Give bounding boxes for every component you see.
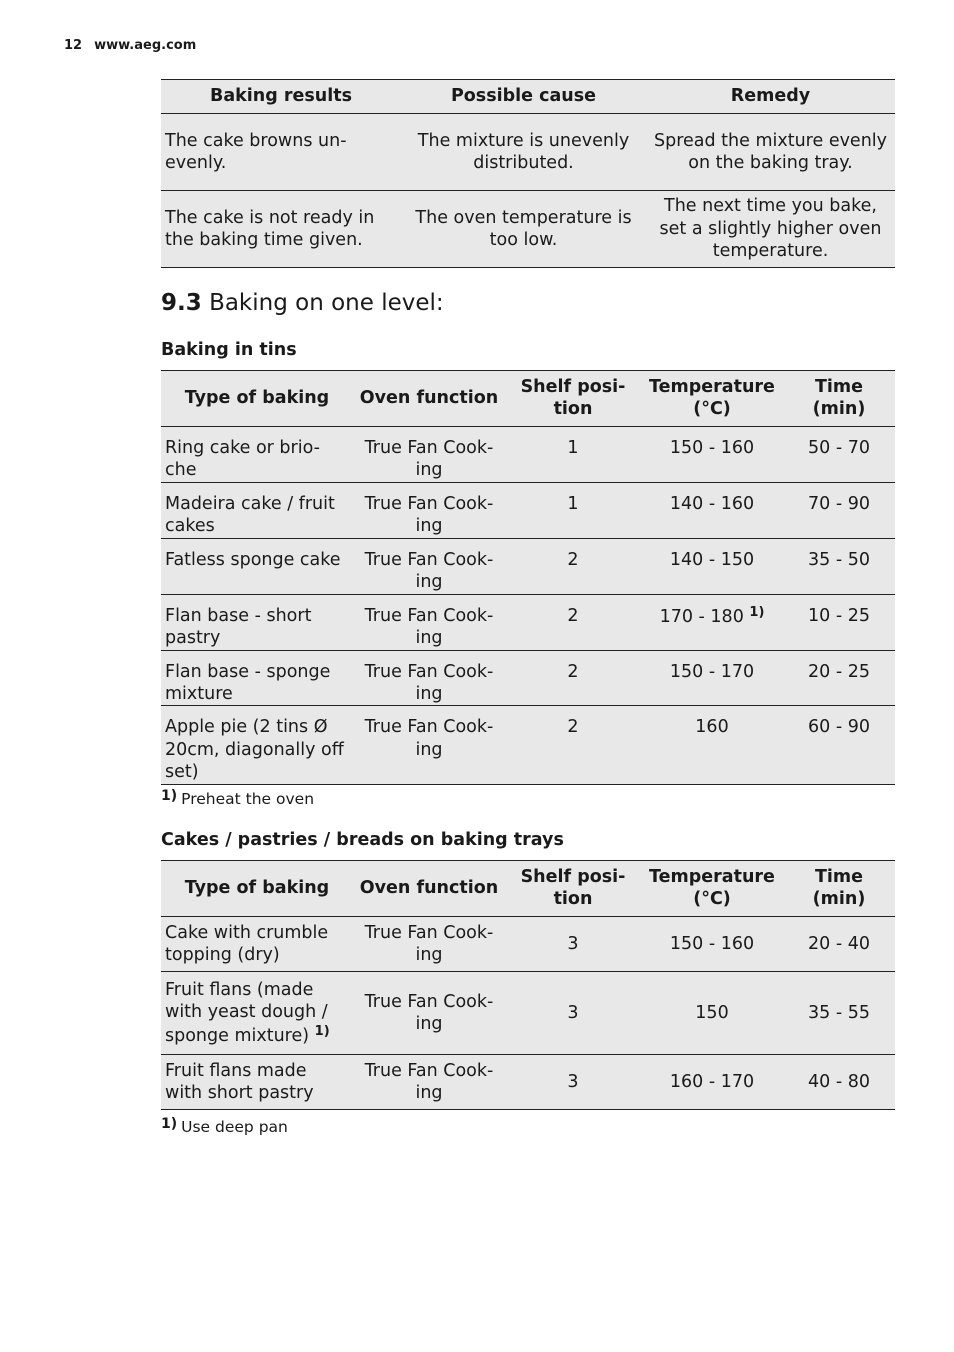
tins-table-wrap	[161, 370, 895, 785]
table-cell: 1	[505, 427, 641, 483]
table-cell: The next time you bake, set a slightly higher oven temperature.	[646, 191, 895, 268]
table-cell	[161, 972, 353, 1055]
column-header: Shelf posi-tion	[505, 861, 641, 917]
column-header: Remedy	[646, 80, 895, 114]
table-row	[161, 191, 895, 268]
table-cell: 150 - 160	[641, 917, 783, 972]
section-number: 9.3	[161, 290, 202, 316]
trays-table	[161, 860, 895, 1110]
table-row	[161, 917, 895, 972]
column-header: Shelf posi-tion	[505, 371, 641, 427]
table-cell: The cake is not ready in the baking time given.	[161, 191, 401, 268]
table-cell: True Fan Cook-ing	[353, 917, 505, 972]
table-cell: 2	[505, 650, 641, 706]
table-cell: The cake browns un-evenly.	[161, 114, 401, 191]
table-cell: True Fan Cook-ing	[353, 427, 505, 483]
table-cell: 50 - 70	[783, 427, 895, 483]
table-row	[161, 1055, 895, 1110]
column-header: Time (min)	[783, 371, 895, 427]
table-cell: True Fan Cook-ing	[353, 594, 505, 650]
table-cell: 3	[505, 917, 641, 972]
table-cell: Flan base - short pastry	[161, 594, 353, 650]
column-header: Time (min)	[783, 861, 895, 917]
table-cell: 40 - 80	[783, 1055, 895, 1110]
website-link[interactable]: www.aeg.com	[94, 38, 197, 53]
column-header: Oven function	[353, 371, 505, 427]
table-cell: True Fan Cook-ing	[353, 706, 505, 784]
table-cell: 60 - 90	[783, 706, 895, 784]
footnote-ref: 1)	[749, 604, 765, 620]
table-cell: Apple pie (2 tins Ø 20cm, diagonally off set)	[161, 706, 353, 784]
column-header: Possible cause	[401, 80, 646, 114]
column-header: Temperature (°C)	[641, 861, 783, 917]
table-cell	[641, 594, 783, 650]
table-header-row	[161, 371, 895, 427]
section-heading	[161, 290, 444, 316]
table-row	[161, 972, 895, 1055]
table-header-row	[161, 80, 895, 114]
table-cell: True Fan Cook-ing	[353, 538, 505, 594]
table-cell: 2	[505, 538, 641, 594]
table-cell: Spread the mixture evenly on the baking tray.	[646, 114, 895, 191]
table-cell: 160 - 170	[641, 1055, 783, 1110]
trays-table-wrap	[161, 860, 895, 1110]
table-cell: 70 - 90	[783, 482, 895, 538]
table-cell: Ring cake or brio-che	[161, 427, 353, 483]
table-row	[161, 538, 895, 594]
table-row	[161, 427, 895, 483]
table-cell: 1	[505, 482, 641, 538]
table-cell: 35 - 50	[783, 538, 895, 594]
table-row	[161, 114, 895, 191]
table-cell: 20 - 25	[783, 650, 895, 706]
table-cell: The oven temperature is too low.	[401, 191, 646, 268]
table-cell: 150 - 170	[641, 650, 783, 706]
footnote-ref: 1)	[314, 1023, 330, 1039]
table-cell: True Fan Cook-ing	[353, 650, 505, 706]
table-cell: Madeira cake / fruit cakes	[161, 482, 353, 538]
table-cell: Fruit flans made with short pastry	[161, 1055, 353, 1110]
column-header: Type of baking	[161, 371, 353, 427]
table-cell: Flan base - sponge mixture	[161, 650, 353, 706]
troubleshoot-table-wrap	[161, 79, 895, 268]
column-header: Baking results	[161, 80, 401, 114]
table-cell: 3	[505, 1055, 641, 1110]
table-cell: 140 - 150	[641, 538, 783, 594]
table-cell: 35 - 55	[783, 972, 895, 1055]
column-header: Type of baking	[161, 861, 353, 917]
table-cell: 2	[505, 594, 641, 650]
table-cell: The mixture is unevenly distributed.	[401, 114, 646, 191]
column-header: Temperature (°C)	[641, 371, 783, 427]
tins-title: Baking in tins	[161, 340, 297, 360]
table-header-row	[161, 861, 895, 917]
trays-title: Cakes / pastries / breads on baking trays	[161, 830, 564, 850]
footnote-marker: 1)	[161, 1116, 178, 1132]
table-cell: True Fan Cook-ing	[353, 972, 505, 1055]
tins-table	[161, 370, 895, 785]
table-cell: True Fan Cook-ing	[353, 1055, 505, 1110]
table-cell: 160	[641, 706, 783, 784]
table-cell: True Fan Cook-ing	[353, 482, 505, 538]
table-row	[161, 482, 895, 538]
footnote-text: Preheat the oven	[181, 790, 315, 808]
cell-text: Fruit flans (made with yeast dough / sponge mixture)	[165, 979, 328, 1046]
table-row	[161, 650, 895, 706]
table-cell: 2	[505, 706, 641, 784]
column-header: Oven function	[353, 861, 505, 917]
table-cell: 20 - 40	[783, 917, 895, 972]
troubleshoot-table	[161, 79, 895, 268]
tins-footnote	[161, 788, 314, 808]
table-row	[161, 594, 895, 650]
section-title: Baking on one level:	[209, 290, 444, 316]
table-cell: Cake with crumble topping (dry)	[161, 917, 353, 972]
table-row	[161, 706, 895, 784]
table-cell: 10 - 25	[783, 594, 895, 650]
page-header	[64, 38, 196, 53]
table-cell: 150 - 160	[641, 427, 783, 483]
table-cell: 3	[505, 972, 641, 1055]
footnote-marker: 1)	[161, 788, 178, 804]
table-cell: 140 - 160	[641, 482, 783, 538]
page-number: 12	[64, 38, 83, 53]
temperature-value: 170 - 180	[659, 606, 744, 627]
footnote-text: Use deep pan	[181, 1118, 288, 1136]
trays-footnote	[161, 1116, 288, 1136]
table-cell: Fatless sponge cake	[161, 538, 353, 594]
table-cell: 150	[641, 972, 783, 1055]
